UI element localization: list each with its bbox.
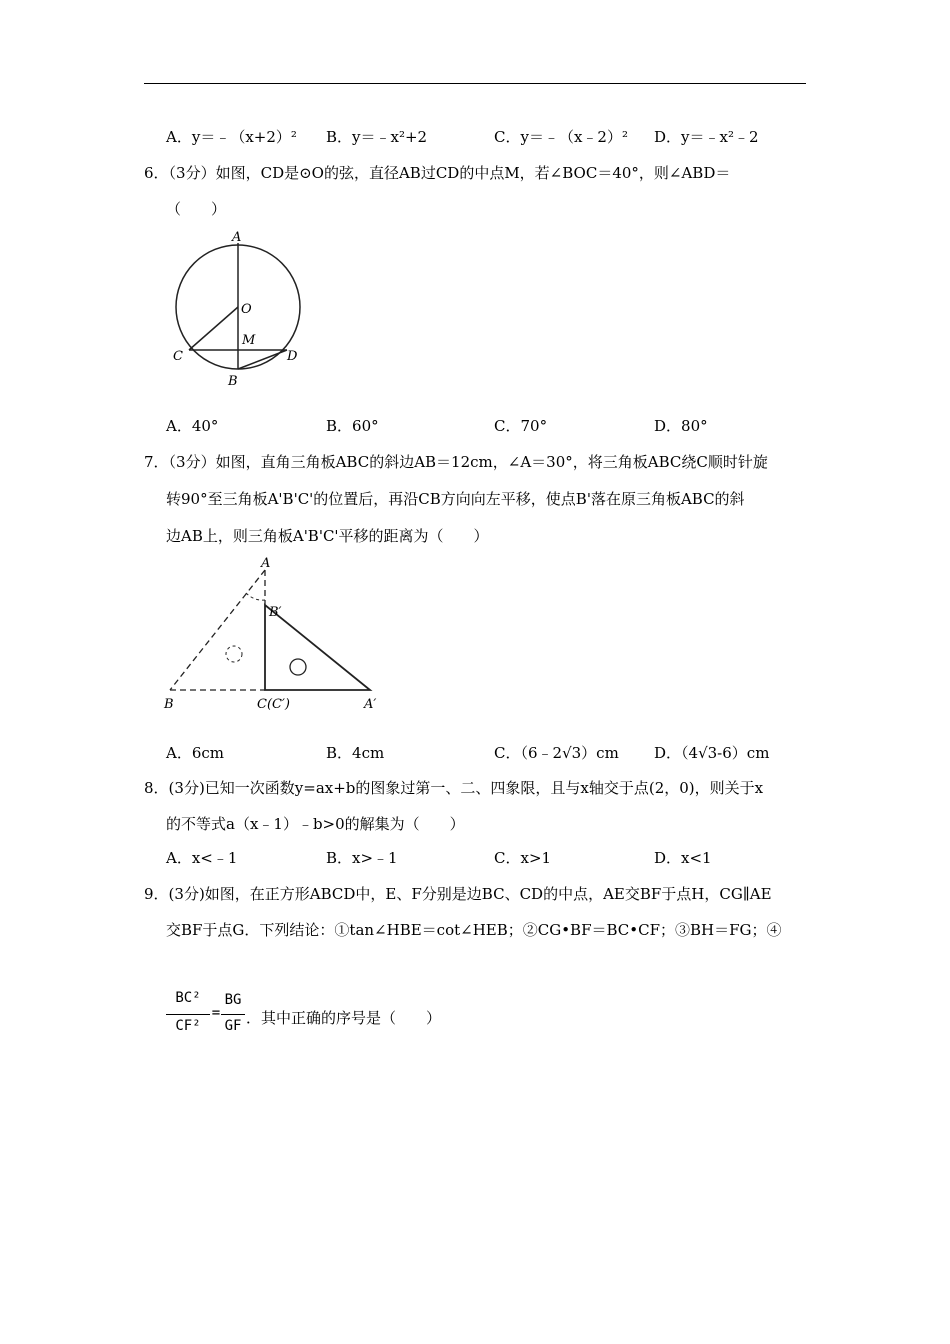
label-c: C bbox=[173, 349, 183, 364]
label-a: A bbox=[232, 230, 242, 245]
label-d: D bbox=[287, 349, 298, 364]
segment-oc bbox=[189, 307, 238, 350]
q8-option-d[interactable]: D．x<1 bbox=[654, 849, 712, 867]
q7-option-b[interactable]: B．4cm bbox=[326, 744, 385, 762]
label-m: M bbox=[242, 333, 256, 348]
q7-stem-line3: 边AB上，则三角板A'B'C'平移的距离为（ ） bbox=[166, 527, 489, 545]
angle-a-arc bbox=[246, 593, 265, 600]
q7-option-c[interactable]: C．（6﹣2√3）cm bbox=[494, 744, 619, 762]
q7-option-a[interactable]: A．6cm bbox=[166, 744, 225, 762]
q9-stem-line1: 9．(3分)如图，在正方形ABCD中，E、F分别是边BC、CD的中点，AE交BF于点H，CG∥AE bbox=[144, 885, 772, 903]
original-hole bbox=[226, 646, 242, 662]
q9-stem-line2: 交BF于点G．下列结论：①tan∠HBE＝cot∠HEB；②CG•BF＝BC•CF；③BH＝FG；④ bbox=[166, 921, 782, 939]
label-c: C(C′) bbox=[257, 697, 290, 712]
q5-option-b[interactable]: B．y＝﹣x²+2 bbox=[326, 128, 428, 146]
fraction-equals: = bbox=[211, 1005, 221, 1021]
label-o: O bbox=[241, 302, 252, 317]
q5-option-c[interactable]: C．y＝﹣（x﹣2）² bbox=[494, 128, 628, 146]
q8-option-b[interactable]: B．x>﹣1 bbox=[326, 849, 398, 867]
q5-option-d[interactable]: D．y＝﹣x²﹣2 bbox=[654, 128, 759, 146]
q6-stem-line1: 6．（3分）如图，CD是⊙O的弦，直径AB过CD的中点M，若∠BOC＝40°，则∠ABD＝ bbox=[144, 164, 731, 182]
q9-stem-tail: ．其中正确的序号是（ ） bbox=[246, 1009, 442, 1027]
header-rule bbox=[144, 83, 806, 84]
q8-option-c[interactable]: C．x>1 bbox=[494, 849, 552, 867]
q7-triangle-figure bbox=[158, 553, 390, 715]
segment-bd bbox=[238, 350, 287, 369]
original-hypotenuse-ab bbox=[170, 570, 265, 690]
label-a-prime: A′ bbox=[364, 697, 377, 712]
fraction-1-numerator: BC² bbox=[175, 990, 201, 1006]
q5-option-a[interactable]: A．y＝﹣（x+2）² bbox=[166, 128, 297, 146]
q6-circle-figure bbox=[165, 226, 315, 392]
label-a: A bbox=[261, 556, 271, 571]
q6-stem-line2: （ ） bbox=[166, 200, 227, 218]
fraction-1-bar bbox=[166, 1014, 210, 1015]
q6-option-a[interactable]: A．40° bbox=[166, 417, 219, 435]
q8-stem-line2: 的不等式a（x﹣1）﹣b>0的解集为（ ） bbox=[166, 815, 465, 833]
q7-stem-line2: 转90°至三角板A'B'C'的位置后，再沿CB方向向左平移，使点B'落在原三角板ABC的斜 bbox=[166, 490, 745, 508]
fraction-2-bar bbox=[221, 1014, 245, 1015]
q7-option-d[interactable]: D．（4√3-6）cm bbox=[654, 744, 770, 762]
q6-option-c[interactable]: C．70° bbox=[494, 417, 548, 435]
fraction-1-denominator: CF² bbox=[175, 1018, 201, 1034]
fraction-2-numerator: BG bbox=[224, 992, 242, 1008]
q8-option-a[interactable]: A．x<﹣1 bbox=[166, 849, 238, 867]
q6-option-b[interactable]: B．60° bbox=[326, 417, 379, 435]
q7-stem-line1: 7．（3分）如图，直角三角板ABC的斜边AB＝12cm，∠A＝30°，将三角板ABC绕C顺时针旋 bbox=[144, 453, 768, 471]
fraction-2-denominator: GF bbox=[224, 1018, 242, 1034]
q6-option-d[interactable]: D．80° bbox=[654, 417, 708, 435]
label-b: B bbox=[228, 374, 238, 389]
rotated-hole bbox=[290, 659, 306, 675]
label-b: B bbox=[164, 697, 174, 712]
label-b-prime: B′ bbox=[269, 605, 282, 620]
q8-stem-line1: 8．(3分)已知一次函数y=ax+b的图象过第一、二、四象限，且与x轴交于点(2，0)，则关于x bbox=[144, 779, 764, 797]
